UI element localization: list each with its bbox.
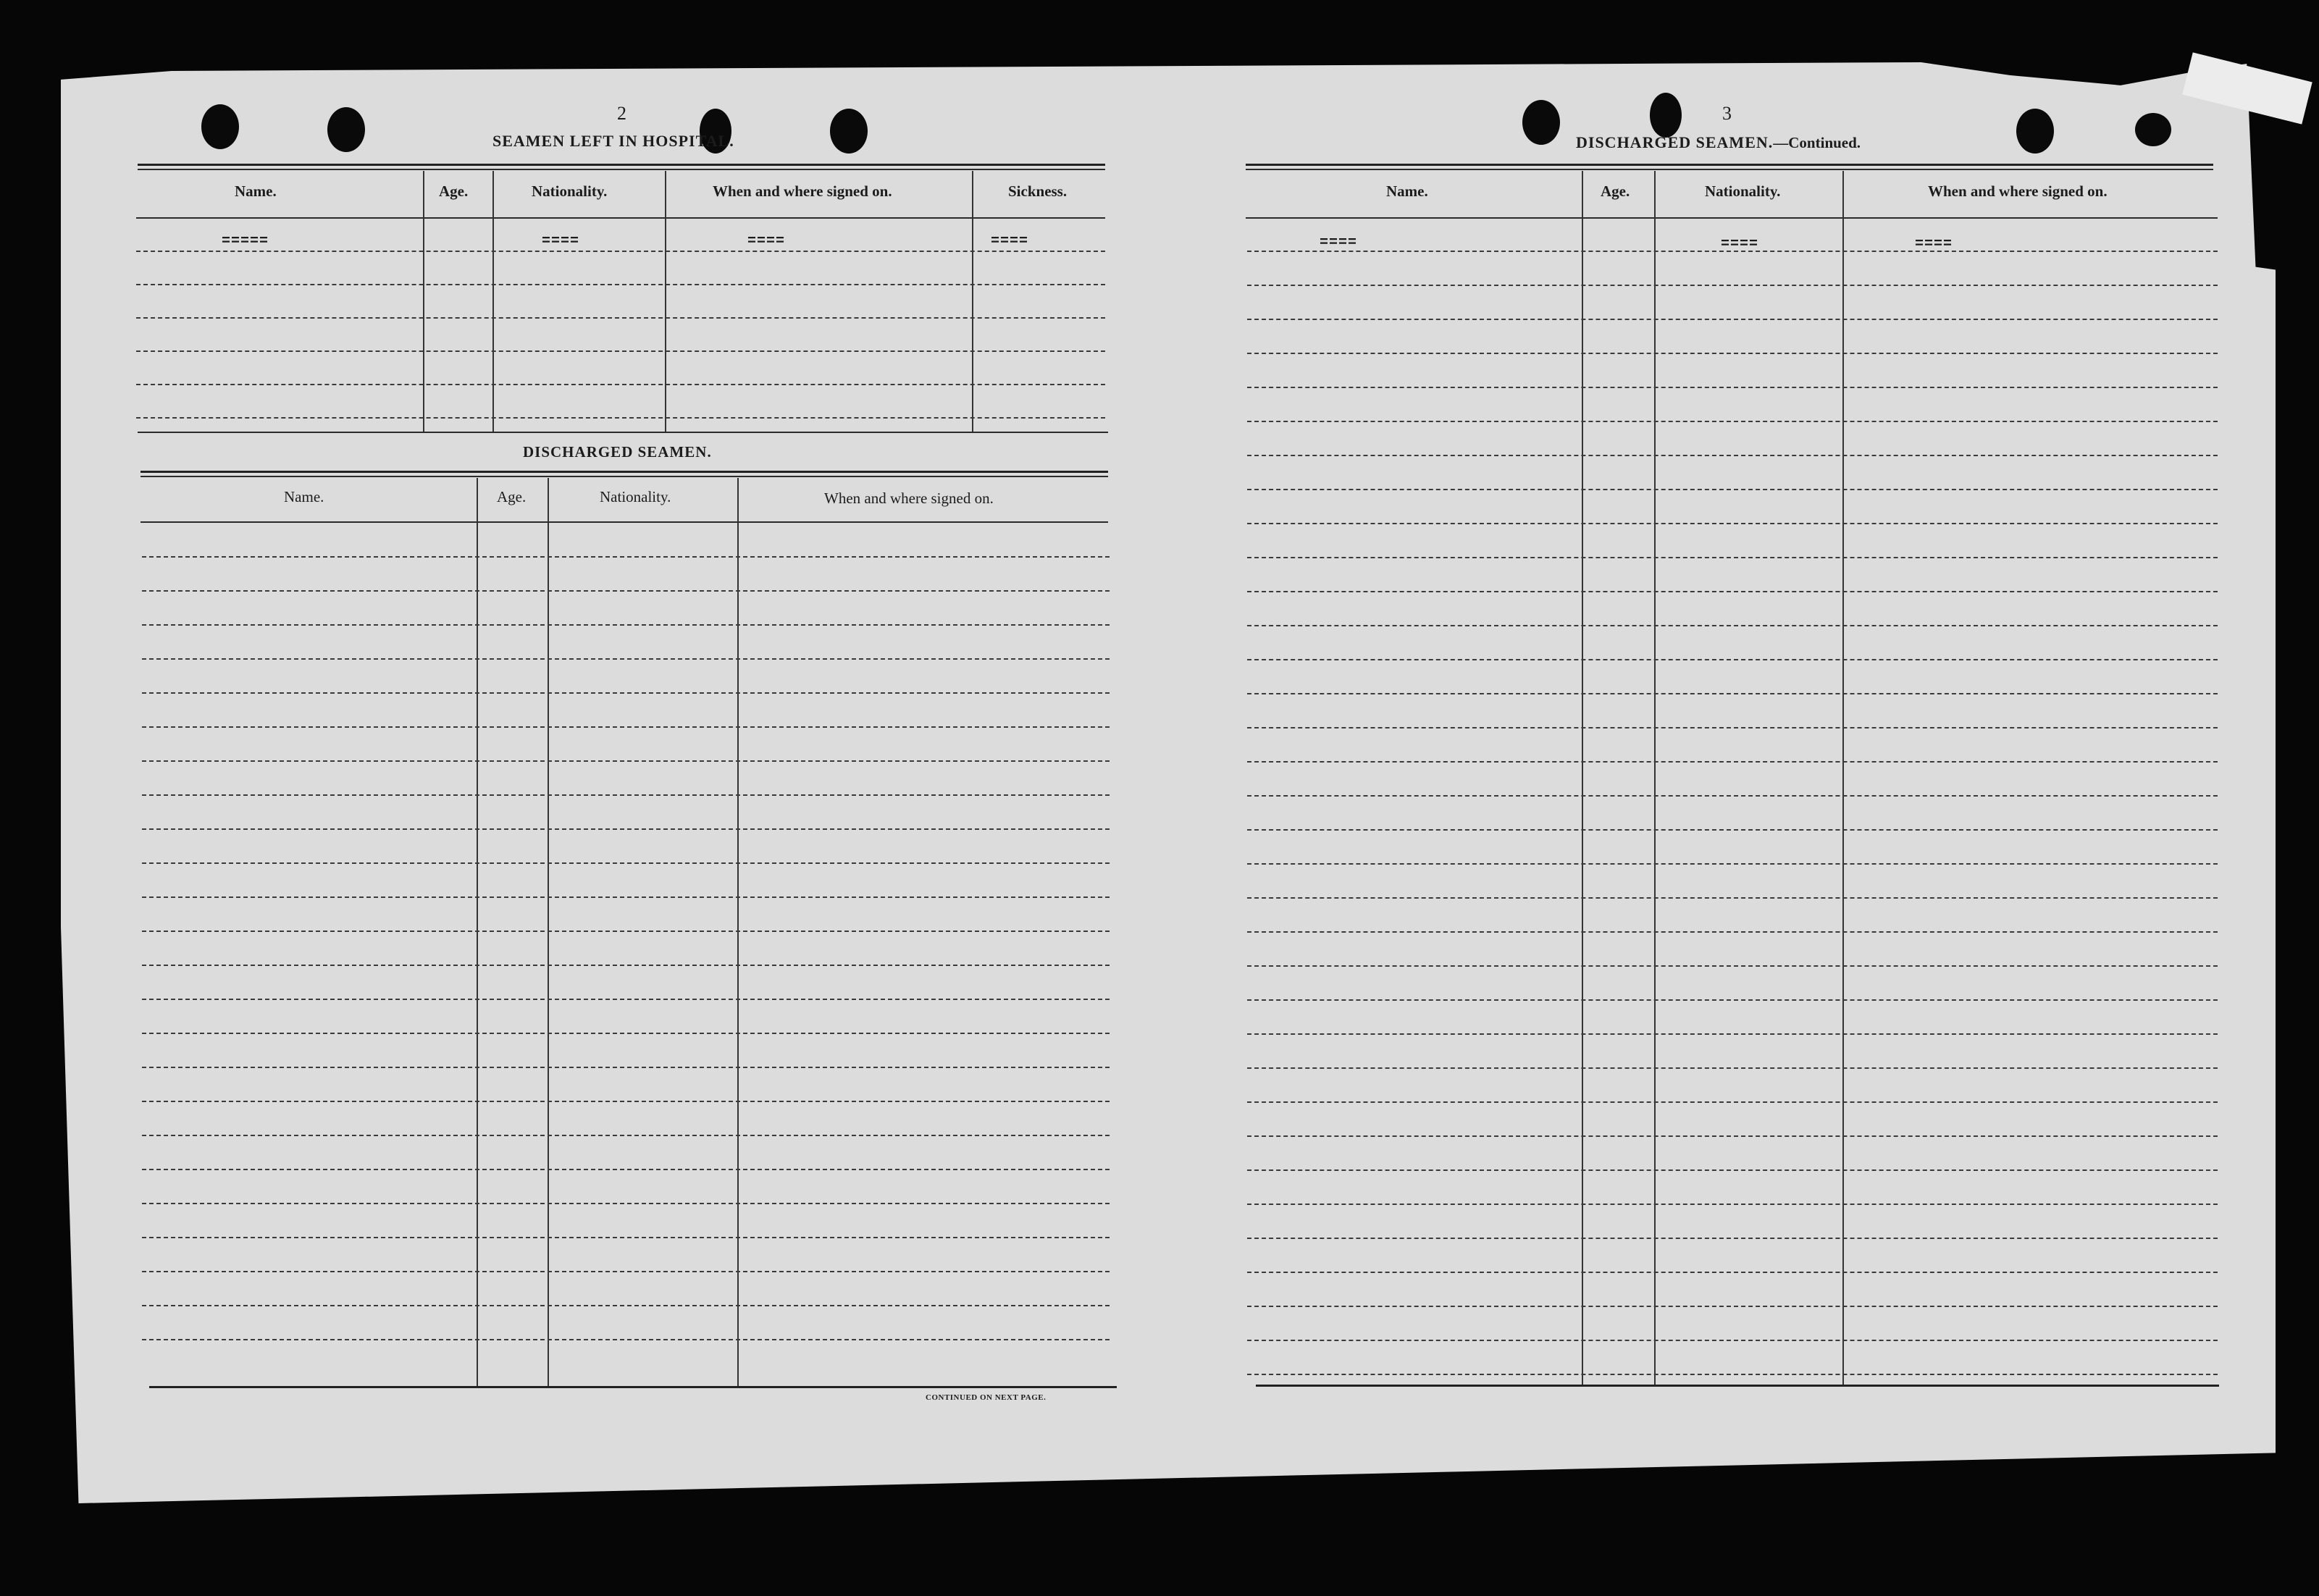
ruled-line (1247, 387, 2218, 388)
ruled-line (1247, 319, 2218, 320)
ruled-line (142, 1033, 1110, 1034)
ruled-line (142, 1305, 1110, 1306)
ruled-line (1247, 863, 2218, 865)
rule (141, 476, 1108, 477)
ruled-line (136, 251, 1105, 252)
ruled-line (142, 1339, 1110, 1340)
ruled-line (1247, 523, 2218, 524)
column-divider (423, 171, 424, 432)
rule (138, 164, 1105, 166)
column-divider (665, 171, 666, 432)
rule (138, 432, 1108, 433)
ruled-line (136, 350, 1105, 352)
punch-hole (2135, 113, 2171, 146)
column-header-age: Age. (1601, 182, 1630, 200)
column-header-age: Age. (439, 182, 469, 200)
column-header-sickness: Sickness. (1008, 182, 1068, 200)
ruled-line (142, 794, 1110, 796)
header-underline (1246, 217, 2218, 219)
page-number-left: 2 (617, 103, 626, 124)
ruled-line (142, 1271, 1110, 1272)
ruled-line (142, 556, 1110, 558)
ruled-line (1247, 1033, 2218, 1035)
punch-hole (201, 104, 239, 149)
punch-hole (830, 109, 868, 154)
ruled-line (142, 624, 1110, 626)
ruled-line (142, 1135, 1110, 1136)
rule (1256, 1385, 2219, 1387)
blank-mark: ===== (222, 233, 269, 250)
ruled-line (142, 862, 1110, 864)
ruled-line (142, 1067, 1110, 1068)
blank-mark: ==== (747, 233, 786, 250)
header-underline (141, 521, 1108, 523)
blank-mark: ==== (1721, 236, 1759, 253)
ruled-line (1247, 285, 2218, 286)
column-header-age: Age. (497, 488, 527, 505)
ruled-line (142, 1237, 1110, 1238)
ruled-line (1247, 1067, 2218, 1069)
column-header-when-where: When and where signed on. (713, 182, 892, 200)
ruled-line (136, 384, 1105, 385)
rule (1246, 164, 2213, 166)
ruled-line (1247, 931, 2218, 933)
ruled-line (1247, 1340, 2218, 1341)
column-header-nationality: Nationality. (600, 488, 671, 505)
ruled-line (142, 1169, 1110, 1170)
rule (149, 1386, 1117, 1388)
ruled-line (1247, 1306, 2218, 1307)
ruled-line (142, 931, 1110, 932)
blank-mark: ==== (1915, 236, 1953, 253)
continued-note: CONTINUED ON NEXT PAGE. (926, 1393, 1047, 1402)
ruled-line (1247, 625, 2218, 626)
column-divider (548, 478, 549, 1386)
ruled-line (1247, 999, 2218, 1001)
rule (138, 169, 1105, 170)
ruled-line (1247, 1169, 2218, 1171)
ruled-line (142, 590, 1110, 592)
ruled-line (1247, 1272, 2218, 1273)
ruled-line (1247, 693, 2218, 694)
column-header-when-where: When and where signed on. (1928, 182, 2108, 200)
ruled-line (1247, 829, 2218, 831)
ruled-line (1247, 795, 2218, 797)
column-header-nationality: Nationality. (1705, 182, 1781, 200)
punch-hole (2016, 109, 2054, 154)
rule (1246, 169, 2213, 170)
hospital-section-title: SEAMEN LEFT IN HOSPITAL. (492, 132, 734, 150)
ruled-line (136, 417, 1105, 419)
ruled-line (142, 658, 1110, 660)
blank-mark: ==== (542, 233, 580, 250)
ruled-line (1247, 489, 2218, 490)
ruled-line (142, 896, 1110, 898)
right-title-text: DISCHARGED SEAMEN. (1576, 133, 1774, 151)
ruled-line (142, 999, 1110, 1000)
right-section-title (1576, 133, 1861, 152)
ruled-line (1247, 1204, 2218, 1205)
column-divider (492, 171, 494, 432)
ruled-line (1247, 965, 2218, 967)
column-header-name: Name. (1386, 182, 1428, 200)
ruled-line (142, 965, 1110, 966)
ruled-line (136, 284, 1105, 285)
ruled-line (1247, 557, 2218, 558)
discharged-section-title: DISCHARGED SEAMEN. (523, 443, 712, 461)
column-divider (972, 171, 973, 432)
punch-hole (327, 107, 365, 152)
column-divider (477, 478, 478, 1386)
page-number-right: 3 (1722, 103, 1732, 124)
ruled-line (1247, 1135, 2218, 1137)
column-header-name: Name. (235, 182, 277, 200)
ruled-line (142, 692, 1110, 694)
column-header-name: Name. (284, 488, 324, 505)
rule (141, 471, 1108, 473)
ruled-line (1247, 455, 2218, 456)
ruled-line (1247, 727, 2218, 728)
ruled-line (142, 1101, 1110, 1102)
column-divider (737, 478, 739, 1386)
blank-mark: ==== (991, 233, 1029, 250)
ruled-line (142, 1203, 1110, 1204)
column-header-when-where: When and where signed on. (824, 490, 994, 507)
punch-hole (1650, 93, 1682, 138)
column-header-nationality: Nationality. (532, 182, 608, 200)
document-sheet (61, 62, 2276, 1503)
ruled-line (1247, 421, 2218, 422)
ruled-line (1247, 897, 2218, 899)
ruled-line (1247, 1238, 2218, 1239)
ruled-line (1247, 591, 2218, 592)
ruled-line (1247, 1101, 2218, 1103)
punch-hole (1522, 100, 1560, 145)
ruled-line (1247, 251, 2218, 252)
ruled-line (1247, 659, 2218, 660)
ruled-line (1247, 353, 2218, 354)
ruled-line (142, 760, 1110, 762)
ruled-line (1247, 1374, 2218, 1375)
ruled-line (142, 828, 1110, 830)
ruled-line (136, 317, 1105, 319)
ruled-line (142, 726, 1110, 728)
blank-mark: ==== (1320, 235, 1358, 251)
right-title-suffix: —Continued. (1773, 134, 1861, 151)
header-underline (136, 217, 1105, 219)
ruled-line (1247, 761, 2218, 763)
